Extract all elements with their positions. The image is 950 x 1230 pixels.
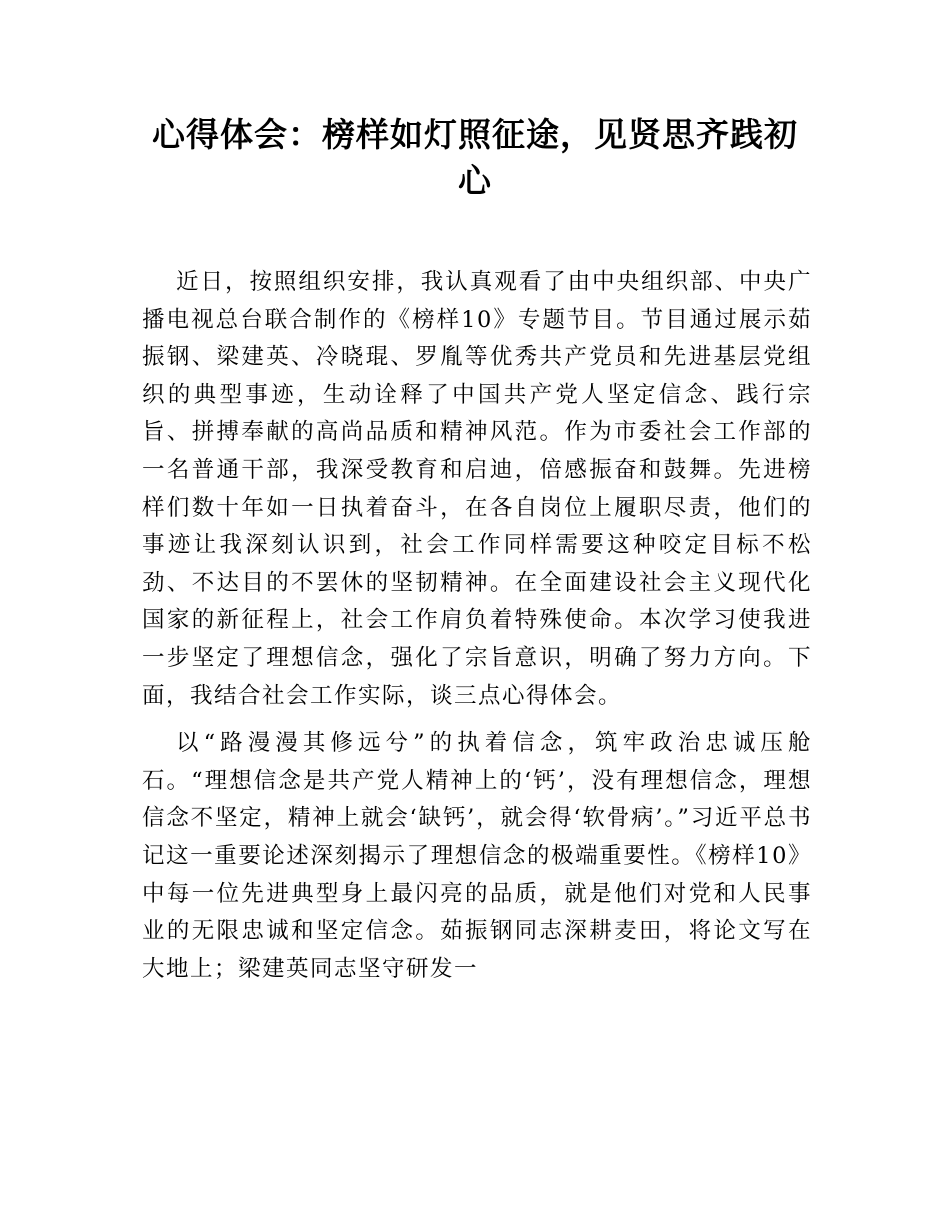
document-title: 心得体会：榜样如灯照征途，见贤思齐践初心 [152,115,798,200]
paragraph-intro: 近日，按照组织安排，我认真观看了由中央组织部、中央广播电视总台联合制作的《榜样10》专题节目。节目通过展示茹振钢、梁建英、冷晓琨、罗胤等优秀共产党员和先进基层党组织的典型事迹，生动诠释了中国共产党人坚定信念、践行宗旨、拼搏奉献的高尚品质和精神风范。作为市委社会工作部的一名普通干部，我深受教育和启迪，倍感振奋和鼓舞。先进榜样们数十年如一日执着奋斗，在各自岗位上履职尽责，他们的事迹让我深刻认识到，社会工作同样需要这种咬定目标不松劲、不达目的不罢休的坚韧精神。在全面建设社会主义现代化国家的新征程上，社会工作肩负着特殊使命。本次学习使我进一步坚定了理想信念，强化了宗旨意识，明确了努力方向。下面，我结合社会工作实际，谈三点心得体会。 [142,269,812,709]
paragraph-point-one: 以“路漫漫其修远兮”的执着信念，筑牢政治忠诚压舱石。“理想信念是共产党人精神上的‘钙’，没有理想信念，理想信念不坚定，精神上就会‘缺钙’，就会得‘软骨病’。”习近平总书记这一重要论述深刻揭示了理想信念的极端重要性。《榜样10》中每一位先进典型身上最闪亮的品质，就是他们对党和人民事业的无限忠诚和坚定信念。茹振钢同志深耕麦田，将论文写在大地上；梁建英同志坚守研发一 [142,730,812,982]
document-body [142,264,812,998]
